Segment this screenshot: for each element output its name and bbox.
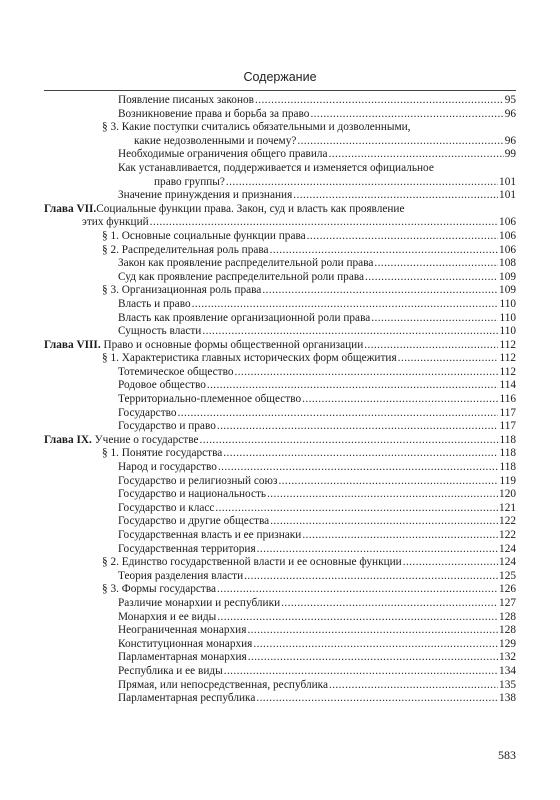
- toc-entry-title-wrap: [44, 434, 199, 448]
- toc-entry-title-wrap: [102, 556, 402, 570]
- toc-page-number: 128: [499, 610, 516, 623]
- dot-leader: [218, 461, 499, 475]
- toc-entry-line: [44, 624, 516, 638]
- toc-page-number: 138: [499, 692, 516, 705]
- toc-entry-title: Теория разделения власти: [118, 569, 244, 582]
- toc-entry: [44, 529, 516, 543]
- toc-entry-title-wrap: [118, 624, 246, 638]
- toc-page-number: 106: [499, 243, 516, 256]
- toc-entry-line: [44, 366, 516, 380]
- toc-entry-line: [44, 379, 516, 393]
- toc-entry-title-wrap: [118, 597, 280, 611]
- toc-entry-title: § 2. Единство государственной власти и ее основные функции: [102, 556, 402, 569]
- toc-entry: [44, 651, 516, 665]
- toc-entry-title: Парламентарная республика: [118, 692, 256, 705]
- table-of-contents: [44, 94, 516, 706]
- toc-entry-line: [44, 189, 516, 203]
- toc-page-number: 127: [499, 596, 516, 609]
- toc-page-number: 109: [499, 284, 516, 297]
- toc-entry-title-wrap: [118, 407, 177, 421]
- toc-entry-line: [44, 665, 516, 679]
- dot-leader: [223, 447, 498, 461]
- toc-entry-title-wrap: [118, 298, 191, 312]
- toc-entry-title: § 3. Организационная роль права: [102, 284, 262, 297]
- dot-leader: [224, 665, 498, 679]
- toc-entry-line: [44, 583, 516, 597]
- toc-entry-title-wrap: [102, 583, 216, 597]
- toc-entry: [44, 244, 516, 258]
- dot-leader: [217, 420, 499, 434]
- toc-entry: [44, 488, 516, 502]
- toc-page-number: 110: [499, 311, 516, 324]
- dot-leader: [278, 475, 498, 489]
- toc-entry: [44, 543, 516, 557]
- toc-page-number: 118: [499, 461, 516, 474]
- toc-entry-title-line: [44, 121, 516, 135]
- toc-entry: [44, 570, 516, 584]
- toc-entry: [44, 597, 516, 611]
- toc-entry: [44, 611, 516, 625]
- toc-entry-title: Государство и другие общества: [118, 515, 270, 528]
- toc-entry: [44, 475, 516, 489]
- dot-leader: [215, 502, 498, 516]
- toc-entry-title: Различие монархии и республики: [118, 596, 281, 609]
- toc-page-number: 134: [499, 664, 516, 677]
- toc-page-number: 114: [499, 379, 516, 392]
- dot-leader: [297, 135, 503, 149]
- toc-entry-title-wrap: [118, 665, 223, 679]
- dot-leader: [329, 148, 504, 162]
- toc-entry: [44, 393, 516, 407]
- toc-entry-title-wrap: [118, 148, 328, 162]
- toc-page-number: 124: [499, 556, 516, 569]
- toc-entry-line: [44, 529, 516, 543]
- toc-entry-title: § 1. Характеристика главных исторических форм общежития: [102, 352, 397, 365]
- toc-entry-line: [44, 312, 516, 326]
- toc-entry-line: [44, 475, 516, 489]
- toc-entry: [44, 665, 516, 679]
- toc-entry: [44, 583, 516, 597]
- toc-entry: [44, 515, 516, 529]
- toc-entry-title-wrap: [44, 339, 363, 353]
- toc-entry-title: § 1. Основные социальные функции права: [102, 229, 306, 242]
- dot-leader: [365, 271, 498, 285]
- header-rule: [44, 90, 516, 91]
- dot-leader: [267, 488, 498, 502]
- page-number: 583: [498, 748, 516, 762]
- toc-entry-title: Государство и религиозный союз: [118, 474, 278, 487]
- toc-entry-title: Сущность власти: [118, 325, 202, 338]
- toc-entry: [44, 298, 516, 312]
- toc-entry-continuation-line: [44, 176, 516, 190]
- toc-entry: [44, 461, 516, 475]
- toc-entry-line: [44, 230, 516, 244]
- toc-entry-title: Территориально-племенное общество: [118, 393, 302, 406]
- toc-entry-title: Власть и право: [118, 297, 191, 310]
- toc-entry-title: Власть как проявление организационной роли права: [118, 311, 371, 324]
- toc-entry: [44, 434, 516, 448]
- dot-leader: [244, 570, 498, 584]
- toc-entry-title: Тотемическое общество: [118, 365, 234, 378]
- toc-entry-title: Государство: [118, 406, 177, 419]
- toc-entry-line: [44, 148, 516, 162]
- toc-page-number: 135: [499, 678, 516, 691]
- toc-entry-title: Возникновение права и борьба за право: [118, 107, 310, 120]
- toc-entry: [44, 189, 516, 203]
- dot-leader: [200, 434, 499, 448]
- toc-entry-title-wrap: [102, 447, 222, 461]
- toc-page-number: 116: [499, 393, 516, 406]
- toc-entry-title: Государственная территория: [118, 542, 256, 555]
- toc-entry-continuation-line: [44, 135, 516, 149]
- toc-entry-title-wrap: [118, 529, 301, 543]
- toc-entry-line: [44, 271, 516, 285]
- toc-entry-title-wrap: [102, 230, 306, 244]
- toc-entry: [44, 624, 516, 638]
- toc-entry: [44, 638, 516, 652]
- toc-entry-title: Парламентарная монархия: [118, 651, 247, 664]
- toc-entry-title-wrap: [118, 570, 243, 584]
- toc-entry: [44, 203, 516, 230]
- toc-entry: [44, 407, 516, 421]
- toc-page-number: 129: [499, 637, 516, 650]
- toc-entry-title-wrap: [118, 611, 216, 625]
- toc-entry-line: [44, 339, 516, 353]
- toc-entry-title: Государственная власть и ее признаки: [118, 529, 302, 541]
- toc-entry-title-wrap: [118, 543, 256, 557]
- dot-leader: [293, 189, 498, 203]
- dot-leader: [217, 583, 498, 597]
- dot-leader: [192, 298, 499, 312]
- toc-page-number: 96: [504, 134, 516, 147]
- toc-entry-title-wrap: [118, 94, 254, 108]
- toc-entry-line: [44, 257, 516, 271]
- chapter-label: Глава IX.: [44, 433, 92, 446]
- toc-entry-line: [44, 298, 516, 312]
- dot-leader: [302, 529, 498, 543]
- toc-page-number: 95: [504, 94, 516, 106]
- toc-entry-title: Государство и класс: [118, 501, 215, 514]
- toc-entry-title-wrap: [118, 488, 266, 502]
- toc-entry-line: [44, 420, 516, 434]
- toc-page-number: 128: [499, 624, 516, 637]
- toc-entry-line: [44, 651, 516, 665]
- toc-page-number: 120: [499, 488, 516, 501]
- dot-leader: [374, 257, 498, 271]
- toc-page-number: 99: [504, 148, 516, 161]
- dot-leader: [302, 393, 498, 407]
- toc-entry-title: Народ и государство: [118, 461, 217, 474]
- dot-leader: [270, 244, 498, 258]
- dot-leader: [364, 339, 498, 353]
- toc-entry-title-wrap: [118, 461, 217, 475]
- toc-entry-title: Необходимые ограничения общего правила: [118, 148, 328, 161]
- toc-entry-title-wrap: [102, 244, 269, 258]
- toc-entry: [44, 679, 516, 693]
- toc-entry-title-wrap: [118, 393, 301, 407]
- toc-entry-title: Государство и право: [118, 420, 216, 433]
- toc-page-number: 118: [499, 433, 516, 446]
- toc-entry-line: [44, 407, 516, 421]
- dot-leader: [150, 216, 498, 230]
- toc-page-number: 119: [499, 474, 516, 487]
- toc-entry-title-wrap: [118, 257, 373, 271]
- toc-entry-line: [44, 244, 516, 258]
- toc-entry-line: [44, 284, 516, 298]
- toc-entry-continuation-line: [44, 216, 516, 230]
- toc-entry-title: Значение принуждения и признания: [118, 189, 293, 202]
- toc-entry-title: § 2. Распределительная роль права: [102, 243, 269, 256]
- toc-entry: [44, 271, 516, 285]
- toc-entry-title: Учение о государстве: [91, 433, 199, 446]
- toc-entry: [44, 230, 516, 244]
- toc-entry: [44, 692, 516, 706]
- toc-page-number: 132: [499, 651, 516, 664]
- toc-page-number: 124: [499, 542, 516, 555]
- toc-page-number: 110: [499, 297, 516, 310]
- toc-page-number: 121: [499, 501, 516, 514]
- toc-entry-title-wrap: [118, 379, 206, 393]
- toc-page-number: 109: [499, 270, 516, 283]
- toc-entry-title-wrap: [118, 692, 255, 706]
- toc-entry-line: [44, 543, 516, 557]
- toc-entry-title: Появление писаных законов: [118, 94, 254, 106]
- dot-leader: [262, 284, 498, 298]
- toc-entry-title-wrap: [118, 679, 328, 693]
- toc-entry: [44, 502, 516, 516]
- toc-entry-line: [44, 352, 516, 366]
- toc-entry-title-continuation: какие недозволенными и почему?: [134, 134, 297, 147]
- dot-leader: [256, 692, 498, 706]
- toc-entry: [44, 108, 516, 122]
- toc-entry: [44, 148, 516, 162]
- toc-page-number: 118: [499, 447, 516, 460]
- dot-leader: [178, 407, 499, 421]
- toc-entry-title-line: [44, 203, 516, 217]
- toc-page-number: 117: [499, 420, 516, 433]
- toc-entry-line: [44, 447, 516, 461]
- toc-page-number: 112: [499, 338, 516, 351]
- dot-leader: [226, 176, 498, 190]
- dot-leader: [207, 379, 499, 393]
- toc-page-number: 112: [499, 352, 516, 365]
- toc-entry-title: § 1. Понятие государства: [102, 447, 223, 460]
- toc-entry: [44, 312, 516, 326]
- toc-entry-title-line: [44, 162, 516, 176]
- toc-entry: [44, 339, 516, 353]
- toc-page-number: 106: [499, 216, 516, 229]
- toc-entry-title-wrap: [118, 189, 292, 203]
- toc-entry-line: [44, 556, 516, 570]
- toc-entry: [44, 379, 516, 393]
- toc-entry-line: [44, 461, 516, 475]
- dot-leader: [202, 325, 498, 339]
- toc-entry-title-wrap: [118, 271, 364, 285]
- toc-page-number: 126: [499, 583, 516, 596]
- toc-entry-title-continuation: право группы?: [154, 175, 225, 188]
- toc-entry: [44, 447, 516, 461]
- chapter-label: Глава VII.: [44, 202, 97, 215]
- toc-page-number: 101: [499, 189, 516, 202]
- dot-leader: [253, 638, 498, 652]
- toc-entry-title-wrap: [102, 352, 397, 366]
- dot-leader: [403, 556, 498, 570]
- toc-entry-line: [44, 488, 516, 502]
- toc-entry-title: Монархия и ее виды: [118, 610, 217, 623]
- toc-page-number: 108: [499, 257, 516, 270]
- toc-entry-line: [44, 502, 516, 516]
- dot-leader: [310, 108, 503, 122]
- toc-entry-title: Родовое общество: [118, 379, 206, 392]
- toc-entry-title: Прямая, или непосредственная, республика: [118, 678, 328, 691]
- toc-entry-title-wrap: [118, 651, 247, 665]
- toc-entry: [44, 162, 516, 189]
- dot-leader: [248, 651, 498, 665]
- toc-entry-title: Республика и ее виды: [118, 664, 223, 677]
- toc-entry-line: [44, 393, 516, 407]
- toc-entry-title: Как устанавливается, поддерживается и изменяется официальное: [118, 161, 434, 174]
- toc-entry: [44, 366, 516, 380]
- toc-entry-title-wrap: [118, 502, 214, 516]
- toc-entry-line: [44, 638, 516, 652]
- toc-entry: [44, 257, 516, 271]
- toc-entry-title-wrap: [118, 366, 233, 380]
- toc-entry-title: Неограниченная монархия: [118, 624, 247, 637]
- toc-entry-title: § 3. Формы государства: [102, 583, 217, 596]
- toc-page-number: 112: [499, 365, 516, 378]
- dot-leader: [247, 624, 498, 638]
- toc-entry-line: [44, 597, 516, 611]
- toc-page-number: 106: [499, 229, 516, 242]
- toc-entry-title-wrap: [118, 420, 216, 434]
- dot-leader: [398, 352, 499, 366]
- toc-entry: [44, 420, 516, 434]
- toc-entry-line: [44, 108, 516, 122]
- chapter-label: Глава VIII.: [44, 338, 101, 351]
- toc-page-number: 101: [499, 175, 516, 188]
- toc-entry: [44, 94, 516, 108]
- toc-entry-line: [44, 434, 516, 448]
- toc-entry-title-wrap: [118, 515, 269, 529]
- dot-leader: [329, 679, 498, 693]
- toc-entry-line: [44, 679, 516, 693]
- dot-leader: [270, 515, 498, 529]
- toc-entry-title: Социальные функции права. Закон, суд и власть как проявление: [96, 202, 405, 215]
- toc-entry-title: Государство и национальность: [118, 488, 267, 501]
- toc-entry-title: § 3. Какие поступки считались обязательными и дозволенными,: [102, 121, 411, 134]
- toc-page-number: 96: [504, 107, 516, 120]
- toc-entry-title-wrap: [118, 475, 277, 489]
- toc-entry-line: [44, 692, 516, 706]
- toc-entry-line: [44, 570, 516, 584]
- toc-entry-line: [44, 94, 516, 108]
- toc-entry-title-wrap: [118, 325, 201, 339]
- dot-leader: [281, 597, 498, 611]
- toc-entry-title: Право и основные формы общественной организации: [100, 338, 364, 351]
- dot-leader: [217, 611, 498, 625]
- toc-entry-line: [44, 325, 516, 339]
- toc-entry-title-wrap: [102, 284, 261, 298]
- dot-leader: [234, 366, 498, 380]
- toc-entry-title: Конституционная монархия: [118, 637, 253, 650]
- toc-entry-title-wrap: [118, 638, 252, 652]
- running-header: Содержание: [243, 70, 317, 84]
- toc-entry: [44, 121, 516, 148]
- toc-page-number: 125: [499, 569, 516, 582]
- toc-entry: [44, 352, 516, 366]
- dot-leader: [255, 94, 504, 108]
- toc-entry-title-wrap: [118, 312, 370, 326]
- toc-entry-title-continuation: этих функций: [82, 216, 149, 229]
- toc-entry-line: [44, 515, 516, 529]
- toc-page-number: 122: [499, 515, 516, 528]
- toc-entry-title: Закон как проявление распределительной роли права: [118, 257, 374, 270]
- toc-page-number: 110: [499, 325, 516, 338]
- toc-page-number: 117: [499, 406, 516, 419]
- toc-page-number: 122: [499, 529, 516, 541]
- toc-entry-title-wrap: [118, 108, 309, 122]
- toc-entry-line: [44, 611, 516, 625]
- toc-entry-title: Суд как проявление распределительной роли права: [118, 270, 365, 283]
- dot-leader: [257, 543, 498, 557]
- toc-entry: [44, 325, 516, 339]
- toc-entry: [44, 284, 516, 298]
- dot-leader: [371, 312, 498, 326]
- toc-entry: [44, 556, 516, 570]
- dot-leader: [307, 230, 498, 244]
